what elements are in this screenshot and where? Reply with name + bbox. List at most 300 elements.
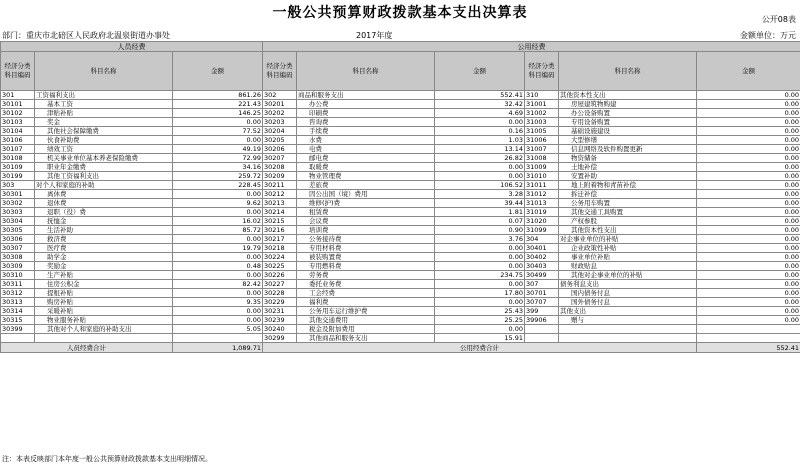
name-cell: 商品和服务支出	[297, 91, 435, 100]
amount-cell: 0.00	[173, 208, 263, 217]
header-name: 科目名称	[35, 52, 173, 91]
name-cell: 助学金	[35, 253, 173, 262]
header-amount: 金额	[173, 52, 263, 91]
amount-cell: 552.41	[435, 91, 525, 100]
header-name: 科目名称	[297, 52, 435, 91]
name-cell: 专用燃料费	[297, 262, 435, 271]
name-cell: 其他支出	[559, 307, 697, 316]
name-cell: 公务用车购置	[559, 199, 697, 208]
amount-cell: 0.00	[697, 100, 800, 109]
amount-cell: 234.75	[435, 271, 525, 280]
name-cell: 专用设备购置	[559, 118, 697, 127]
header-amount: 金额	[697, 52, 800, 91]
name-cell: 取暖费	[297, 163, 435, 172]
amount-cell: 0.00	[697, 127, 800, 136]
code-cell: 30306	[1, 235, 35, 244]
name-cell: 生产补贴	[35, 271, 173, 280]
amount-cell: 0.00	[697, 262, 800, 271]
code-cell: 30313	[1, 298, 35, 307]
name-cell: 国外债务付息	[559, 298, 697, 307]
amount-cell: 0.00	[697, 307, 800, 316]
name-cell: 会议费	[297, 217, 435, 226]
amount-cell: 0.00	[697, 298, 800, 307]
code-cell: 30216	[263, 226, 297, 235]
code-cell: 30311	[1, 280, 35, 289]
code-cell: 31019	[525, 208, 559, 217]
amount-cell: 0.00	[697, 217, 800, 226]
amount-cell: 0.00	[697, 253, 800, 262]
amount-unit: 金额单位：万元	[740, 31, 796, 40]
name-cell: 物业管理费	[297, 172, 435, 181]
code-cell: 30101	[1, 100, 35, 109]
public-total-label: 公用经费合计	[263, 343, 697, 353]
amount-cell: 0.07	[435, 217, 525, 226]
amount-cell: 0.00	[697, 163, 800, 172]
amount-cell: 0.00	[697, 136, 800, 145]
table-row	[1, 100, 800, 109]
name-cell: 土地补偿	[559, 163, 697, 172]
section-header-personnel: 人员经费	[1, 42, 263, 52]
name-cell: 机关事业单位基本养老保险缴费	[35, 154, 173, 163]
amount-cell: 17.80	[435, 289, 525, 298]
amount-cell: 0.00	[697, 289, 800, 298]
code-cell: 30203	[263, 118, 297, 127]
name-cell: 物业服务补贴	[35, 316, 173, 325]
code-cell: 30307	[1, 244, 35, 253]
name-cell	[559, 325, 697, 334]
code-cell: 30224	[263, 253, 297, 262]
code-cell: 30240	[263, 325, 297, 334]
fiscal-year: 2017年度	[356, 31, 393, 40]
amount-cell: 146.25	[173, 109, 263, 118]
personnel-total-value: 1,089.71	[173, 343, 263, 353]
code-cell: 30299	[263, 334, 297, 343]
code-cell: 31020	[525, 217, 559, 226]
code-cell: 30107	[1, 145, 35, 154]
code-cell: 31005	[525, 127, 559, 136]
code-cell: 307	[525, 280, 559, 289]
table-row	[1, 172, 800, 181]
amount-cell: 16.02	[173, 217, 263, 226]
name-cell: 其他社会保障缴费	[35, 127, 173, 136]
amount-cell: 0.00	[173, 235, 263, 244]
code-cell: 30106	[1, 136, 35, 145]
amount-cell: 259.72	[173, 172, 263, 181]
name-cell: 事业单位补贴	[559, 253, 697, 262]
table-row	[1, 253, 800, 262]
code-cell: 31010	[525, 172, 559, 181]
amount-cell: 5.05	[173, 325, 263, 334]
table-row	[1, 208, 800, 217]
amount-cell	[173, 334, 263, 343]
amount-cell: 34.16	[173, 163, 263, 172]
name-cell: 其他商品和服务支出	[297, 334, 435, 343]
public-total-value: 552.41	[697, 343, 800, 353]
table-row	[1, 298, 800, 307]
amount-cell: 85.72	[173, 226, 263, 235]
code-cell: 31006	[525, 136, 559, 145]
amount-cell: 0.00	[697, 91, 800, 100]
name-cell: 租赁费	[297, 208, 435, 217]
code-cell: 31003	[525, 118, 559, 127]
name-cell: 奖励金	[35, 262, 173, 271]
amount-cell: 0.00	[173, 307, 263, 316]
name-cell: 维修(护)费	[297, 199, 435, 208]
name-cell: 职业年金缴费	[35, 163, 173, 172]
code-cell: 30231	[263, 307, 297, 316]
name-cell: 企业政策性补贴	[559, 244, 697, 253]
code-cell: 301	[1, 91, 35, 100]
name-cell: 对企事业单位的补贴	[559, 235, 697, 244]
code-cell: 30208	[263, 163, 297, 172]
name-cell: 其他对企事业单位的补贴	[559, 271, 697, 280]
name-cell	[35, 334, 173, 343]
name-cell: 其他资本性支出	[559, 91, 697, 100]
code-cell: 31002	[525, 109, 559, 118]
table-row	[1, 199, 800, 208]
code-cell: 30214	[263, 208, 297, 217]
amount-cell: 13.14	[435, 145, 525, 154]
amount-cell: 3.76	[435, 235, 525, 244]
amount-cell	[697, 334, 800, 343]
amount-cell: 49.19	[173, 145, 263, 154]
table-row	[1, 226, 800, 235]
code-cell: 31013	[525, 199, 559, 208]
code-cell: 30302	[1, 199, 35, 208]
name-cell: 退休费	[35, 199, 173, 208]
table-row	[1, 91, 800, 100]
amount-cell: 0.00	[697, 316, 800, 325]
name-cell: 财政贴息	[559, 262, 697, 271]
name-cell: 办公费	[297, 100, 435, 109]
footnote: 注：本表反映部门本年度一般公共预算财政拨款基本支出明细情况。	[2, 455, 212, 463]
report-title: 一般公共预算财政拨款基本支出决算表	[272, 5, 528, 21]
code-cell: 30229	[263, 298, 297, 307]
code-cell: 30226	[263, 271, 297, 280]
table-row	[1, 145, 800, 154]
amount-cell: 25.25	[435, 316, 525, 325]
table-row	[1, 109, 800, 118]
table-row	[1, 334, 800, 343]
name-cell: 绩效工资	[35, 145, 173, 154]
code-cell: 30309	[1, 262, 35, 271]
code-cell: 30701	[525, 289, 559, 298]
amount-cell: 0.00	[173, 271, 263, 280]
amount-cell: 0.00	[697, 244, 800, 253]
table-row	[1, 280, 800, 289]
code-cell: 30104	[1, 127, 35, 136]
code-cell: 30227	[263, 280, 297, 289]
amount-cell: 0.00	[173, 316, 263, 325]
amount-cell: 39.44	[435, 199, 525, 208]
code-cell: 399	[525, 307, 559, 316]
code-cell: 30215	[263, 217, 297, 226]
amount-cell: 9.35	[173, 298, 263, 307]
amount-cell: 1.81	[435, 208, 525, 217]
amount-cell: 0.90	[435, 226, 525, 235]
amount-cell: 4.69	[435, 109, 525, 118]
code-cell: 30403	[525, 262, 559, 271]
amount-cell: 0.00	[435, 163, 525, 172]
code-cell: 30206	[263, 145, 297, 154]
amount-cell: 0.00	[697, 145, 800, 154]
code-cell: 30305	[1, 226, 35, 235]
name-cell: 抚恤金	[35, 217, 173, 226]
name-cell: 手续费	[297, 127, 435, 136]
name-cell: 其他对个人和家庭的补助支出	[35, 325, 173, 334]
name-cell: 奖金	[35, 118, 173, 127]
amount-cell: 0.00	[697, 118, 800, 127]
code-cell: 30301	[1, 190, 35, 199]
name-cell: 安置补助	[559, 172, 697, 181]
name-cell: 其他资本性支出	[559, 226, 697, 235]
amount-cell: 0.00	[697, 109, 800, 118]
code-cell: 30213	[263, 199, 297, 208]
name-cell: 差旅费	[297, 181, 435, 190]
code-cell: 31008	[525, 154, 559, 163]
code-cell: 30401	[525, 244, 559, 253]
code-cell: 30239	[263, 316, 297, 325]
table-row	[1, 127, 800, 136]
table-row	[1, 244, 800, 253]
code-cell: 30211	[263, 181, 297, 190]
amount-cell: 228.45	[173, 181, 263, 190]
amount-cell: 0.00	[697, 280, 800, 289]
table-row	[1, 325, 800, 334]
name-cell: 住房公积金	[35, 280, 173, 289]
code-cell: 31001	[525, 100, 559, 109]
amount-cell: 0.00	[173, 136, 263, 145]
name-cell: 培训费	[297, 226, 435, 235]
amount-cell: 82.42	[173, 280, 263, 289]
name-cell: 赠与	[559, 316, 697, 325]
header-name: 科目名称	[559, 52, 697, 91]
name-cell: 退职（役）费	[35, 208, 173, 217]
code-cell: 30228	[263, 289, 297, 298]
name-cell: 医疗费	[35, 244, 173, 253]
name-cell: 工资福利支出	[35, 91, 173, 100]
amount-cell: 0.00	[435, 280, 525, 289]
code-cell: 30312	[1, 289, 35, 298]
table-row	[1, 154, 800, 163]
name-cell: 债务利息支出	[559, 280, 697, 289]
name-cell: 水费	[297, 136, 435, 145]
name-cell: 办公设备购置	[559, 109, 697, 118]
code-cell	[525, 325, 559, 334]
table-row	[1, 181, 800, 190]
name-cell: 劳务费	[297, 271, 435, 280]
name-cell: 印刷费	[297, 109, 435, 118]
amount-cell: 0.00	[697, 271, 800, 280]
name-cell: 生活补助	[35, 226, 173, 235]
amount-cell: 0.00	[435, 118, 525, 127]
name-cell: 离休费	[35, 190, 173, 199]
name-cell: 地上附着物和青苗补偿	[559, 181, 697, 190]
name-cell: 大型修缮	[559, 136, 697, 145]
code-cell: 303	[1, 181, 35, 190]
name-cell: 产权参股	[559, 217, 697, 226]
table-row	[1, 271, 800, 280]
code-cell: 39906	[525, 316, 559, 325]
name-cell: 公务用车运行维护费	[297, 307, 435, 316]
name-cell: 拆迁补偿	[559, 190, 697, 199]
name-cell: 对个人和家庭的补助	[35, 181, 173, 190]
totals-row	[1, 343, 800, 353]
name-cell: 咨询费	[297, 118, 435, 127]
code-cell: 31011	[525, 181, 559, 190]
code-cell: 30308	[1, 253, 35, 262]
amount-cell: 77.52	[173, 127, 263, 136]
amount-cell: 0.00	[697, 235, 800, 244]
amount-cell: 0.00	[435, 244, 525, 253]
code-cell: 310	[525, 91, 559, 100]
code-cell: 30707	[525, 298, 559, 307]
name-cell: 其他交通费用	[297, 316, 435, 325]
name-cell: 津贴补贴	[35, 109, 173, 118]
code-cell: 30402	[525, 253, 559, 262]
code-cell: 30225	[263, 262, 297, 271]
code-cell: 30310	[1, 271, 35, 280]
section-header-public: 公用经费	[263, 42, 800, 52]
personnel-total-label: 人员经费合计	[1, 343, 173, 353]
name-cell: 伙食补助费	[35, 136, 173, 145]
name-cell: 因公出国（境）费用	[297, 190, 435, 199]
name-cell: 其他交通工具购置	[559, 208, 697, 217]
amount-cell: 0.00	[435, 298, 525, 307]
amount-cell: 19.79	[173, 244, 263, 253]
code-cell: 30199	[1, 172, 35, 181]
amount-cell: 0.00	[173, 190, 263, 199]
amount-cell: 0.00	[697, 226, 800, 235]
header-amount: 金额	[435, 52, 525, 91]
code-cell: 30202	[263, 109, 297, 118]
table-number: 公开08表	[761, 15, 796, 24]
name-cell: 电费	[297, 145, 435, 154]
code-cell	[1, 334, 35, 343]
code-cell: 31007	[525, 145, 559, 154]
amount-cell: 0.00	[173, 118, 263, 127]
amount-cell: 15.91	[435, 334, 525, 343]
table-row	[1, 136, 800, 145]
amount-cell: 0.00	[435, 253, 525, 262]
amount-cell: 1.03	[435, 136, 525, 145]
amount-cell: 0.00	[697, 172, 800, 181]
code-cell: 30109	[1, 163, 35, 172]
table-row	[1, 289, 800, 298]
code-cell: 30212	[263, 190, 297, 199]
amount-cell: 9.62	[173, 199, 263, 208]
amount-cell: 0.00	[435, 325, 525, 334]
amount-cell: 25.43	[435, 307, 525, 316]
amount-cell: 106.52	[435, 181, 525, 190]
amount-cell: 0.00	[697, 181, 800, 190]
code-cell: 30499	[525, 271, 559, 280]
amount-cell: 0.00	[697, 154, 800, 163]
code-cell: 30399	[1, 325, 35, 334]
name-cell: 其他工资福利支出	[35, 172, 173, 181]
name-cell: 专用材料费	[297, 244, 435, 253]
code-cell: 30103	[1, 118, 35, 127]
code-cell: 30315	[1, 316, 35, 325]
code-cell: 31099	[525, 226, 559, 235]
name-cell: 国内债务付息	[559, 289, 697, 298]
name-cell: 福利费	[297, 298, 435, 307]
code-cell: 30102	[1, 109, 35, 118]
name-cell: 公务接待费	[297, 235, 435, 244]
code-cell	[525, 334, 559, 343]
name-cell: 委托业务费	[297, 280, 435, 289]
code-cell: 30207	[263, 154, 297, 163]
name-cell: 被装购置费	[297, 253, 435, 262]
name-cell: 房屋建筑物购建	[559, 100, 697, 109]
code-cell: 304	[525, 235, 559, 244]
code-cell: 30304	[1, 217, 35, 226]
amount-cell: 0.16	[435, 127, 525, 136]
name-cell: 提租补贴	[35, 289, 173, 298]
table-row	[1, 217, 800, 226]
code-cell: 31012	[525, 190, 559, 199]
amount-cell: 3.28	[435, 190, 525, 199]
header-code: 经济分类科目编码	[263, 52, 297, 91]
table-row	[1, 307, 800, 316]
amount-cell: 221.43	[173, 100, 263, 109]
name-cell: 税金及附加费用	[297, 325, 435, 334]
amount-cell: 0.00	[697, 190, 800, 199]
code-cell: 30209	[263, 172, 297, 181]
name-cell: 基础设施建设	[559, 127, 697, 136]
name-cell: 物资储备	[559, 154, 697, 163]
amount-cell: 0.48	[173, 262, 263, 271]
code-cell: 30201	[263, 100, 297, 109]
table-row	[1, 190, 800, 199]
name-cell: 邮电费	[297, 154, 435, 163]
amount-cell: 0.00	[435, 262, 525, 271]
table-row	[1, 235, 800, 244]
amount-cell: 861.26	[173, 91, 263, 100]
amount-cell	[697, 325, 800, 334]
header-code: 经济分类科目编码	[525, 52, 559, 91]
amount-cell: 32.42	[435, 100, 525, 109]
name-cell: 基本工资	[35, 100, 173, 109]
code-cell: 30108	[1, 154, 35, 163]
code-cell: 31009	[525, 163, 559, 172]
table-row	[1, 262, 800, 271]
amount-cell: 0.00	[173, 253, 263, 262]
amount-cell: 0.00	[697, 199, 800, 208]
code-cell: 30218	[263, 244, 297, 253]
name-cell: 工会经费	[297, 289, 435, 298]
code-cell: 302	[263, 91, 297, 100]
code-cell: 30303	[1, 208, 35, 217]
department-label: 部门：重庆市北碚区人民政府北温泉街道办事处	[2, 31, 170, 40]
amount-cell: 0.00	[697, 208, 800, 217]
name-cell: 采暖补贴	[35, 307, 173, 316]
code-cell: 30217	[263, 235, 297, 244]
name-cell: 救济费	[35, 235, 173, 244]
table-row	[1, 118, 800, 127]
expenditure-table	[0, 41, 800, 353]
code-cell: 30204	[263, 127, 297, 136]
name-cell	[559, 334, 697, 343]
header-code: 经济分类科目编码	[1, 52, 35, 91]
amount-cell: 0.00	[435, 172, 525, 181]
table-row	[1, 163, 800, 172]
name-cell: 信息网络及软件购置更新	[559, 145, 697, 154]
code-cell: 30205	[263, 136, 297, 145]
amount-cell: 26.82	[435, 154, 525, 163]
name-cell: 购房补贴	[35, 298, 173, 307]
amount-cell: 0.00	[173, 289, 263, 298]
